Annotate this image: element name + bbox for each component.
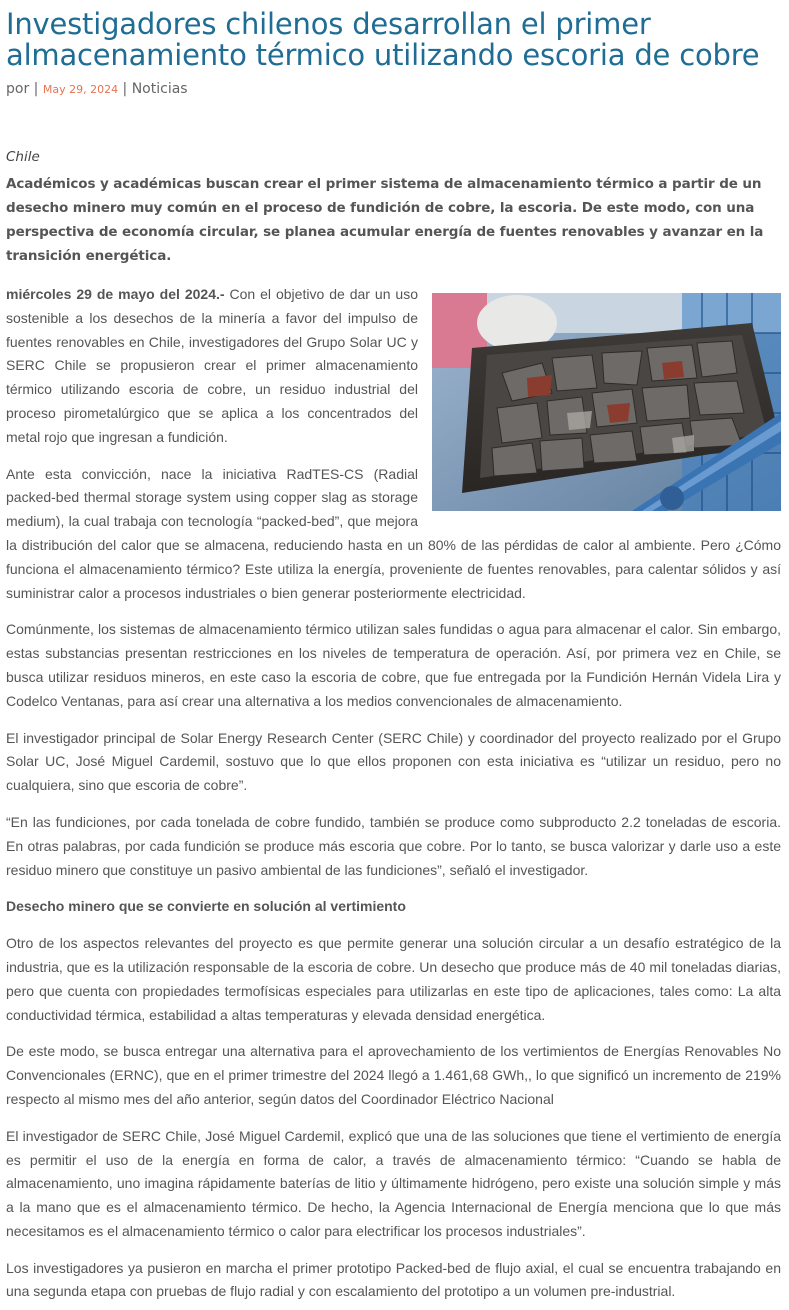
copper-slag-image — [432, 293, 781, 511]
article — [6, 9, 781, 1304]
meta-separator: | — [122, 81, 128, 97]
article-meta — [6, 81, 781, 97]
paragraph-6: Otro de los aspectos relevantes del proyecto es que permite generar una solución circular a un desafío estratégico de la industria, que es la utilización responsable de la escoria de cobre. Un desecho que produce más de 40 mil toneladas diarias, pero que cuenta con propiedades termofísicas especiales para utilizarlas en este tipo de aplicaciones, tales como: La alta conductividad térmica, estabilidad a altas temperaturas y elevada densidad energética. — [6, 935, 781, 1023]
dateline: miércoles 29 de mayo del 2024.- — [6, 286, 225, 302]
paragraph-9: Los investigadores ya pusieron en marcha el primer prototipo Packed-bed de flujo axial, el cual se encuentra trabajando en una segunda etapa con pruebas de flujo radial y con escalamiento del prototipo a un volumen pre-industrial. — [6, 1259, 781, 1300]
paragraph-4: El investigador principal de Solar Energy Research Center (SERC Chile) y coordinador del proyecto realizado por el Grupo Solar UC, José Miguel Cardemil, sostuvo que lo que ellos proponen con esta iniciativa es “utilizar un residuo, pero no cualquiera, sino que escoria de cobre”. — [6, 729, 781, 794]
paragraph-3: Comúnmente, los sistemas de almacenamiento térmico utilizan sales fundidas o agua para almacenar el calor. Sin embargo, estas substancias presentan restricciones en los niveles de temperatura de operación. Así, por primera vez en Chile, se busca utilizar residuos mineros, en este caso la escoria de cobre, que fue entregada por la Fundición Hernán Videla Lira y Codelco Ventanas, para así crear una alternativa a los medios convencionales de almacenamiento. — [6, 621, 781, 709]
category-link[interactable]: Noticias — [131, 81, 188, 97]
publish-date: May 29, 2024 — [42, 83, 119, 96]
paragraph-2: Ante esta convicción, nace la iniciativa RadTES-CS (Radial packed-bed thermal storage system using copper slag as storage medium), la cual trabaja con tecnología “packed-bed”, que mejora la distribución del calor que se almacena, reduciendo hasta en un 80% de las pérdidas de calor al ambiente. Pero ¿Cómo funciona el almacenamiento térmico? Este utiliza la energía, proveniente de fuentes renovables, para calentar sólidos y así suministrar calor a procesos industriales o bien generar posteriormente electricidad. — [6, 465, 781, 601]
article-title: Investigadores chilenos desarrollan el primer almacenamiento térmico utilizando escoria de cobre — [6, 7, 760, 72]
location-label: Chile — [6, 149, 40, 165]
section-subheading: Desecho minero que se convierte en solución al vertimiento — [6, 898, 406, 915]
author-prefix: por — [6, 81, 30, 97]
copper-slag-photo — [432, 293, 781, 511]
paragraph-7: De este modo, se busca entregar una alternativa para el aprovechamiento de los vertimientos de Energías Renovables No Convencionales (ERNC), que en el primer trimestre del 2024 llegó a 1.461,68 GWh,, lo que significó un incremento de 219% respecto al mismo mes del año anterior, según datos del Coordinador Eléctrico Nacional — [6, 1043, 781, 1107]
article-body — [6, 283, 781, 1304]
article-lead: Académicos y académicas buscan crear el primer sistema de almacenamiento térmico a partir de un desecho minero muy común en el proceso de fundición de cobre, la escoria. De este modo, con una perspectiva de economía circular, se planea acumular energía de fuentes renovables y avanzar en la transición energética. — [6, 176, 764, 264]
paragraph-1-text: Con el objetivo de dar un uso sostenible a los desechos de la minería a favor del impulso de fuentes renovables en Chile, investigadores del Grupo Solar UC y SERC Chile se propusieron crear el primer almacenamiento térmico utilizando escoria de cobre, un residuo industrial del proceso pirometalúrgico que se aplica a los concentrados del metal rojo que ingresan a fundición. — [6, 286, 418, 445]
paragraph-5: “En las fundiciones, por cada tonelada de cobre fundido, también se produce como subproducto 2.2 toneladas de escoria. En otras palabras, por cada fundición se produce más escoria que cobre. Por lo tanto, se busca valorizar y darle uso a este residuo minero que constituye un pasivo ambiental de las fundiciones”, señaló el investigador. — [6, 813, 781, 878]
paragraph-8: El investigador de SERC Chile, José Miguel Cardemil, explicó que una de las soluciones que tiene el vertimiento de energía es permitir el uso de la energía en forma de calor, a través de almacenamiento térmico: “Cuando se habla de almacenamiento, uno imagina rápidamente baterías de litio y últimamente hidrógeno, pero existe una solución simple y más a la mano que es el almacenamiento térmico. De hecho, la Agencia Internacional de Energía menciona que lo que más necesitamos es el almacenamiento térmico o calor para electrificar los procesos industriales”. — [6, 1127, 781, 1239]
meta-separator: | — [33, 81, 39, 97]
